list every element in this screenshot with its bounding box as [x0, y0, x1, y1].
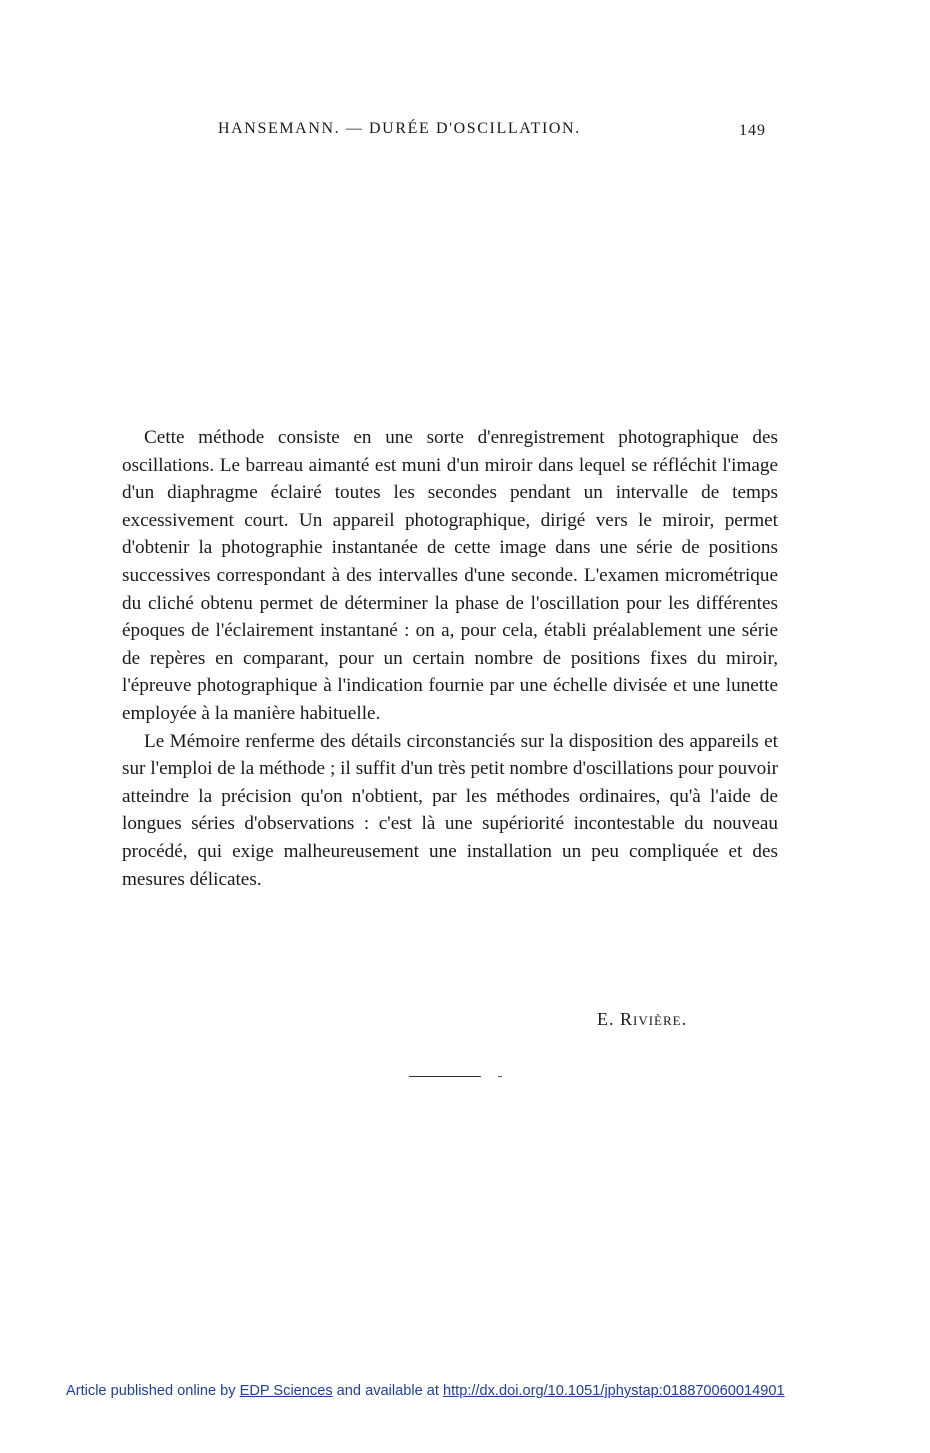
footer-prefix: Article published online by [66, 1383, 240, 1399]
running-header [218, 120, 778, 144]
page-number: 149 [739, 122, 766, 139]
author-signature: E. Rivière. [597, 1009, 688, 1029]
running-title: HANSEMANN. — DURÉE D'OSCILLATION. [218, 120, 581, 137]
footer-middle: and available at [332, 1383, 443, 1399]
article-body [122, 424, 778, 893]
publisher-link[interactable]: EDP Sciences [239, 1383, 333, 1399]
section-divider-dot [498, 1076, 502, 1077]
doi-link[interactable]: http://dx.doi.org/10.1051/jphystap:018870060014901 [442, 1383, 785, 1399]
paragraph-1: Cette méthode consiste en une sorte d'enregistrement photographique des oscillations. Le barreau aimanté est muni d'un miroir dans lequel se réfléchit l'image d'un diaphragme éclairé toutes les secondes pendant un intervalle de temps excessivement court. Un appareil photographique, dirigé vers le miroir, permet d'obtenir la photographie instantanée de cette image dans une série de positions successives correspondant à des intervalles d'une seconde. L'examen micrométrique du cliché obtenu permet de déterminer la phase de l'oscillation pour les différentes époques de l'éclairement instantané : on a, pour cela, établi préalablement une série de repères en comparant, pour un certain nombre de positions fixes du miroir, l'épreuve photographique à l'indication fournie par une échelle divisée et une lunette employée à la manière habituelle. [122, 427, 778, 724]
section-divider [409, 1076, 481, 1077]
paragraph-2: Le Mémoire renferme des détails circonstanciés sur la disposition des appareils et sur l'emploi de la méthode ; il suffit d'un très petit nombre d'oscillations pour pouvoir atteindre la précision qu'on n'obtient, par les méthodes ordinaires, qu'à l'aide de longues séries d'observations : c'est là une supériorité incontestable du nouveau procédé, qui exige malheureusement une installation un peu compliquée et des mesures délicates. [122, 730, 778, 890]
publication-footer [66, 1383, 785, 1399]
